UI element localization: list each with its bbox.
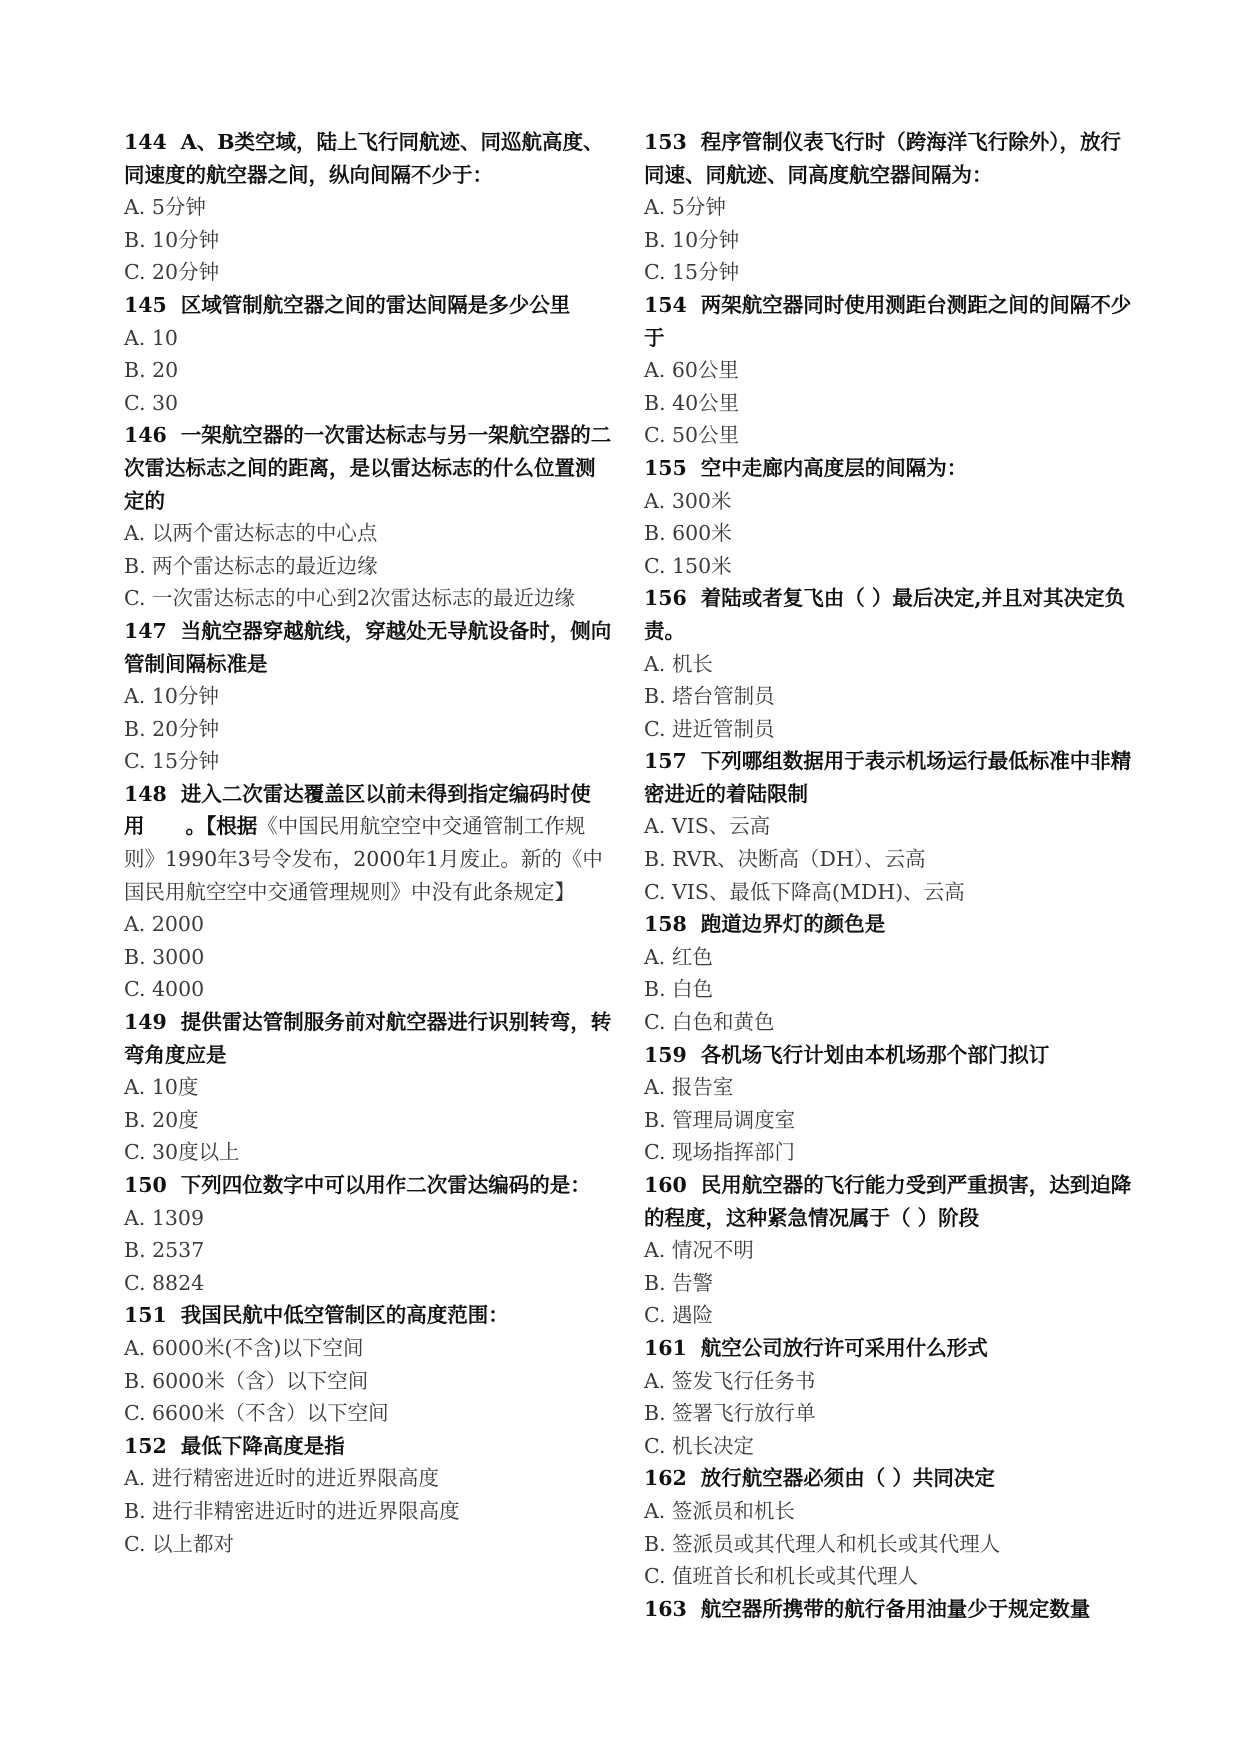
answer-option: B. 2537 (124, 1238, 205, 1263)
question-152 (124, 1430, 614, 1560)
question-number: 153 (644, 130, 687, 154)
answer-option: A. 10分钟 (124, 684, 219, 709)
answer-option: B. 20 (124, 358, 179, 383)
question-155 (644, 452, 1134, 582)
answer-option: A. 进行精密进近时的进近界限高度 (124, 1466, 439, 1491)
answer-option: B. RVR、决断高（DH）、云高 (644, 847, 926, 872)
answer-option: A. 报告室 (644, 1075, 734, 1100)
question-stem: 放行航空器必须由（ ）共同决定 (700, 1466, 995, 1491)
question-number: 158 (644, 912, 687, 937)
answer-option: C. VIS、最低下降高(MDH)、云高 (644, 879, 965, 904)
answer-option: B. 20度 (124, 1107, 199, 1132)
answer-option: C. 一次雷达标志的中心到2次雷达标志的最近边缘 (124, 586, 576, 611)
question-text (124, 1299, 614, 1332)
question-146 (124, 419, 614, 615)
answer-option: C. 6600米（不含）以下空间 (124, 1401, 389, 1426)
answer-option: A. 1309 (124, 1205, 205, 1230)
question-text (644, 582, 1134, 647)
answer-option: B. 进行非精密进近时的进近界限高度 (124, 1498, 460, 1523)
question-text (124, 778, 614, 908)
question-note: 《中国民用航空空中交通管制工作规则》1990年3号令发布，2000年1月废止。新的《中国民用航空空中交通管理规则》中没有此条规定】 (124, 814, 603, 904)
question-144 (124, 126, 614, 289)
answer-option: C. 50公里 (644, 423, 740, 448)
question-stem: 我国民航中低空管制区的高度范围： (180, 1303, 509, 1328)
question-stem: 当航空器穿越航线，穿越处无导航设备时，侧向管制间隔标准是 (124, 618, 612, 676)
question-number: 149 (124, 1010, 167, 1035)
answer-option: B. 20分钟 (124, 716, 220, 741)
question-number: 147 (124, 618, 167, 643)
question-text (124, 419, 614, 517)
question-text (644, 908, 1134, 941)
question-stem: 最低下降高度是指 (180, 1433, 345, 1458)
question-stem: 着陆或者复飞由（ ）最后决定,并且对其决定负责。 (644, 586, 1126, 643)
question-number: 156 (644, 586, 687, 611)
answer-option: C. 4000 (124, 977, 205, 1002)
question-150 (124, 1169, 614, 1299)
answer-option: A. 60公里 (644, 358, 739, 383)
question-number: 155 (644, 455, 687, 480)
question-stem: 区域管制航空器之间的雷达间隔是多少公里 (180, 292, 571, 317)
answer-option: B. 签署飞行放行单 (644, 1401, 816, 1426)
question-text (124, 1430, 614, 1463)
answer-option: C. 遇险 (644, 1303, 713, 1328)
answer-option: C. 白色和黄色 (644, 1010, 775, 1035)
question-stem: 进入二次雷达覆盖区以前未得到指定编码时使用 。【根据 (124, 781, 591, 839)
question-stem: 各机场飞行计划由本机场那个部门拟订 (700, 1042, 1050, 1067)
answer-option: C. 15分钟 (124, 749, 220, 774)
answer-option: A. VIS、云高 (644, 814, 771, 839)
answer-option: C. 机长决定 (644, 1433, 754, 1458)
right-column (644, 126, 1134, 1625)
question-number: 152 (124, 1433, 167, 1458)
question-text (644, 1593, 1134, 1626)
left-column (124, 126, 614, 1560)
question-153 (644, 126, 1134, 289)
answer-option: A. 10 (124, 325, 178, 350)
answer-option: C. 进近管制员 (644, 716, 775, 741)
answer-option: A. 签发飞行任务书 (644, 1368, 816, 1393)
answer-option: B. 10分钟 (644, 227, 740, 252)
question-148 (124, 778, 614, 1006)
answer-option: B. 600米 (644, 521, 732, 546)
question-text (644, 1039, 1134, 1072)
question-number: 159 (644, 1042, 687, 1067)
question-text (124, 1006, 614, 1071)
question-number: 145 (124, 292, 167, 317)
question-text (124, 1169, 614, 1202)
question-149 (124, 1006, 614, 1169)
question-text (124, 615, 614, 680)
question-stem: 下列四位数字中可以用作二次雷达编码的是： (180, 1173, 591, 1197)
answer-option: A. 300米 (644, 488, 732, 513)
answer-option: A. 5分钟 (124, 195, 206, 220)
answer-option: A. 10度 (124, 1075, 199, 1100)
question-number: 150 (124, 1173, 167, 1197)
question-text (644, 1169, 1134, 1234)
answer-option: A. 签派员和机长 (644, 1498, 795, 1523)
question-stem: 一架航空器的一次雷达标志与另一架航空器的二次雷达标志之间的距离，是以雷达标志的什么位置测定的 (124, 423, 612, 513)
question-stem: 航空器所携带的航行备用油量少于规定数量 (700, 1596, 1091, 1621)
question-154 (644, 289, 1134, 452)
question-161 (644, 1332, 1134, 1462)
question-stem: 跑道边界灯的颜色是 (700, 912, 886, 937)
question-text (644, 452, 1134, 485)
question-stem: 两架航空器同时使用测距台测距之间的间隔不少于 (644, 292, 1132, 350)
question-number: 148 (124, 781, 167, 806)
question-156 (644, 582, 1134, 745)
answer-option: C. 现场指挥部门 (644, 1140, 795, 1165)
question-stem: 民用航空器的飞行能力受到严重损害，达到迫降的程度，这种紧急情况属于（ ）阶段 (644, 1173, 1132, 1230)
question-163 (644, 1593, 1134, 1626)
question-text (124, 289, 614, 322)
question-number: 144 (124, 130, 167, 154)
question-number: 161 (644, 1335, 687, 1360)
question-number: 160 (644, 1173, 687, 1197)
question-147 (124, 615, 614, 778)
answer-option: B. 6000米（含）以下空间 (124, 1368, 369, 1393)
question-text (644, 1462, 1134, 1495)
question-text (644, 745, 1134, 810)
answer-option: A. 情况不明 (644, 1238, 754, 1263)
answer-option: B. 两个雷达标志的最近边缘 (124, 553, 378, 578)
answer-option: B. 10分钟 (124, 227, 220, 252)
answer-option: A. 6000米(不含)以下空间 (124, 1335, 364, 1360)
question-stem: 程序管制仪表飞行时（跨海洋飞行除外），放行同速、同航迹、同高度航空器间隔为： (644, 130, 1122, 187)
answer-option: B. 塔台管制员 (644, 684, 775, 709)
answer-option: C. 8824 (124, 1270, 205, 1295)
question-number: 151 (124, 1303, 167, 1328)
answer-option: C. 30度以上 (124, 1140, 240, 1165)
answer-option: B. 3000 (124, 944, 205, 969)
question-number: 163 (644, 1596, 687, 1621)
question-158 (644, 908, 1134, 1038)
answer-option: A. 机长 (644, 651, 713, 676)
question-159 (644, 1039, 1134, 1169)
question-145 (124, 289, 614, 419)
answer-option: A. 2000 (124, 912, 205, 937)
question-text (644, 289, 1134, 354)
answer-option: A. 5分钟 (644, 195, 726, 220)
question-stem: 航空公司放行许可采用什么形式 (700, 1335, 988, 1360)
answer-option: A. 以两个雷达标志的中心点 (124, 521, 378, 546)
question-number: 146 (124, 423, 167, 448)
answer-option: C. 以上都对 (124, 1531, 234, 1556)
question-stem: 下列哪组数据用于表示机场运行最低标准中非精密进近的着陆限制 (644, 749, 1132, 806)
answer-option: C. 值班首长和机长或其代理人 (644, 1564, 918, 1589)
question-157 (644, 745, 1134, 908)
question-text (644, 1332, 1134, 1365)
question-number: 154 (644, 292, 687, 317)
answer-option: B. 40公里 (644, 390, 740, 415)
answer-option: B. 告警 (644, 1270, 714, 1295)
answer-option: C. 150米 (644, 553, 732, 578)
question-151 (124, 1299, 614, 1429)
question-number: 162 (644, 1466, 687, 1491)
question-160 (644, 1169, 1134, 1332)
question-stem: 提供雷达管制服务前对航空器进行识别转弯，转弯角度应是 (124, 1010, 612, 1067)
answer-option: B. 签派员或其代理人和机长或其代理人 (644, 1531, 1001, 1556)
answer-option: B. 白色 (644, 977, 714, 1002)
question-text (124, 126, 614, 191)
answer-option: C. 15分钟 (644, 260, 740, 285)
answer-option: B. 管理局调度室 (644, 1107, 796, 1132)
answer-option: C. 20分钟 (124, 260, 220, 285)
question-number: 157 (644, 749, 687, 774)
question-162 (644, 1462, 1134, 1592)
question-text (644, 126, 1134, 191)
answer-option: A. 红色 (644, 944, 713, 969)
question-stem: 空中走廊内高度层的间隔为： (700, 455, 968, 480)
answer-option: C. 30 (124, 390, 179, 415)
question-stem: A、B类空域，陆上飞行同航迹、同巡航高度、同速度的航空器之间，纵向间隔不少于： (124, 130, 604, 187)
